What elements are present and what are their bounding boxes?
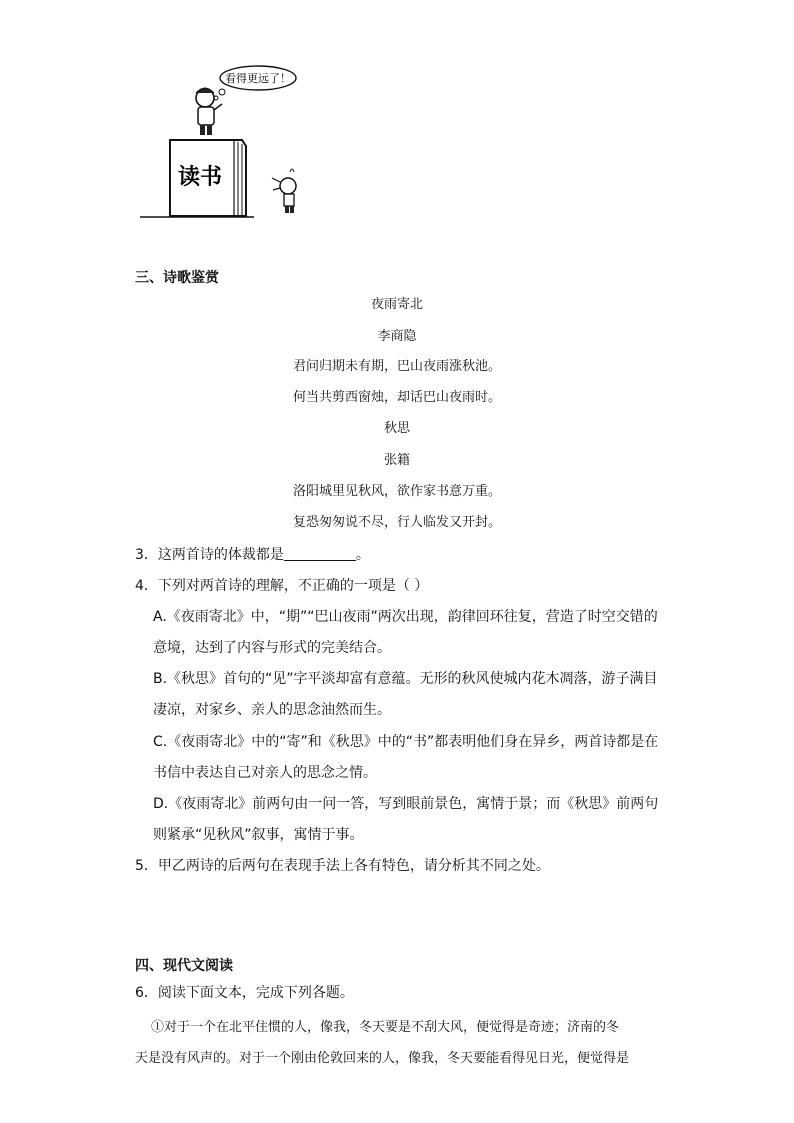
poem2-line: 洛阳城里见秋风，欲作家书意万重。 [292,484,501,499]
cartoon-illustration [130,60,340,225]
question-6: 6．阅读下面文本，完成下列各题。 [135,985,354,1001]
book-label: 读书 [177,165,223,190]
poem1-line: 何当共剪西窗烛，却话巴山夜雨时。 [292,390,501,405]
question-3-end: 。 [355,547,370,563]
poem1-line: 君问归期未有期，巴山夜雨涨秋池。 [292,359,501,374]
passage-line: ①对于一个在北平住惯的人，像我，冬天要是不刮大风，便觉得是奇迹；济南的冬 [151,1020,620,1035]
poem2-line: 复恐匆匆说不尽，行人临发又开封。 [292,515,501,530]
reader-body [198,107,214,125]
option-b-line: B.《秋思》首句的“见”字平淡却富有意蕴。无形的秋风使城内花木凋落，游子满目 [153,671,658,687]
answer-blank[interactable] [284,546,356,561]
question-5: 5．甲乙两诗的后两句在表现手法上各有特色，请分析其不同之处。 [135,858,550,874]
passage-line: 天是没有风声的。对于一个刚由伦敦回来的人，像我，冬天要能看得见日光，便觉得是 [135,1051,630,1066]
option-a-line: 意境，达到了内容与形式的完美结合。 [153,640,391,656]
option-b-line: 凄凉，对家乡、亲人的思念油然而生。 [153,702,391,718]
poem2-title: 秋思 [383,421,410,436]
question-4-stem: 4．下列对两首诗的理解，不正确的一项是（ ） [135,578,429,594]
option-a-line: A.《夜雨寄北》中，“期”“巴山夜雨”两次出现，韵律回环往复，营造了时空交错的 [153,609,658,625]
option-c-line: C.《夜雨寄北》中的“寄”和《秋思》中的“书”都表明他们身在异乡，两首诗都是在 [153,734,659,750]
question-3 [135,545,370,565]
poem1-title: 夜雨寄北 [370,297,423,312]
option-d-line: D.《夜雨寄北》前两句由一问一答，写到眼前景色，寓情于景；而《秋思》前两句 [153,796,659,812]
section3-heading: 三、诗歌鉴赏 [135,270,219,286]
section4-heading: 四、现代文阅读 [135,958,233,974]
speech-bubble-text: 看得更远了！ [225,72,291,85]
option-c-line: 书信中表达自己对亲人的思念之情。 [153,765,377,781]
poem2-author: 张籍 [383,453,410,468]
option-d-line: 则紧承“见秋风”叙事，寓情于事。 [153,827,364,843]
question-3-text: 3．这两首诗的体裁都是 [135,547,284,563]
small-person-head [280,178,296,194]
poem1-author: 李商隐 [377,329,417,344]
